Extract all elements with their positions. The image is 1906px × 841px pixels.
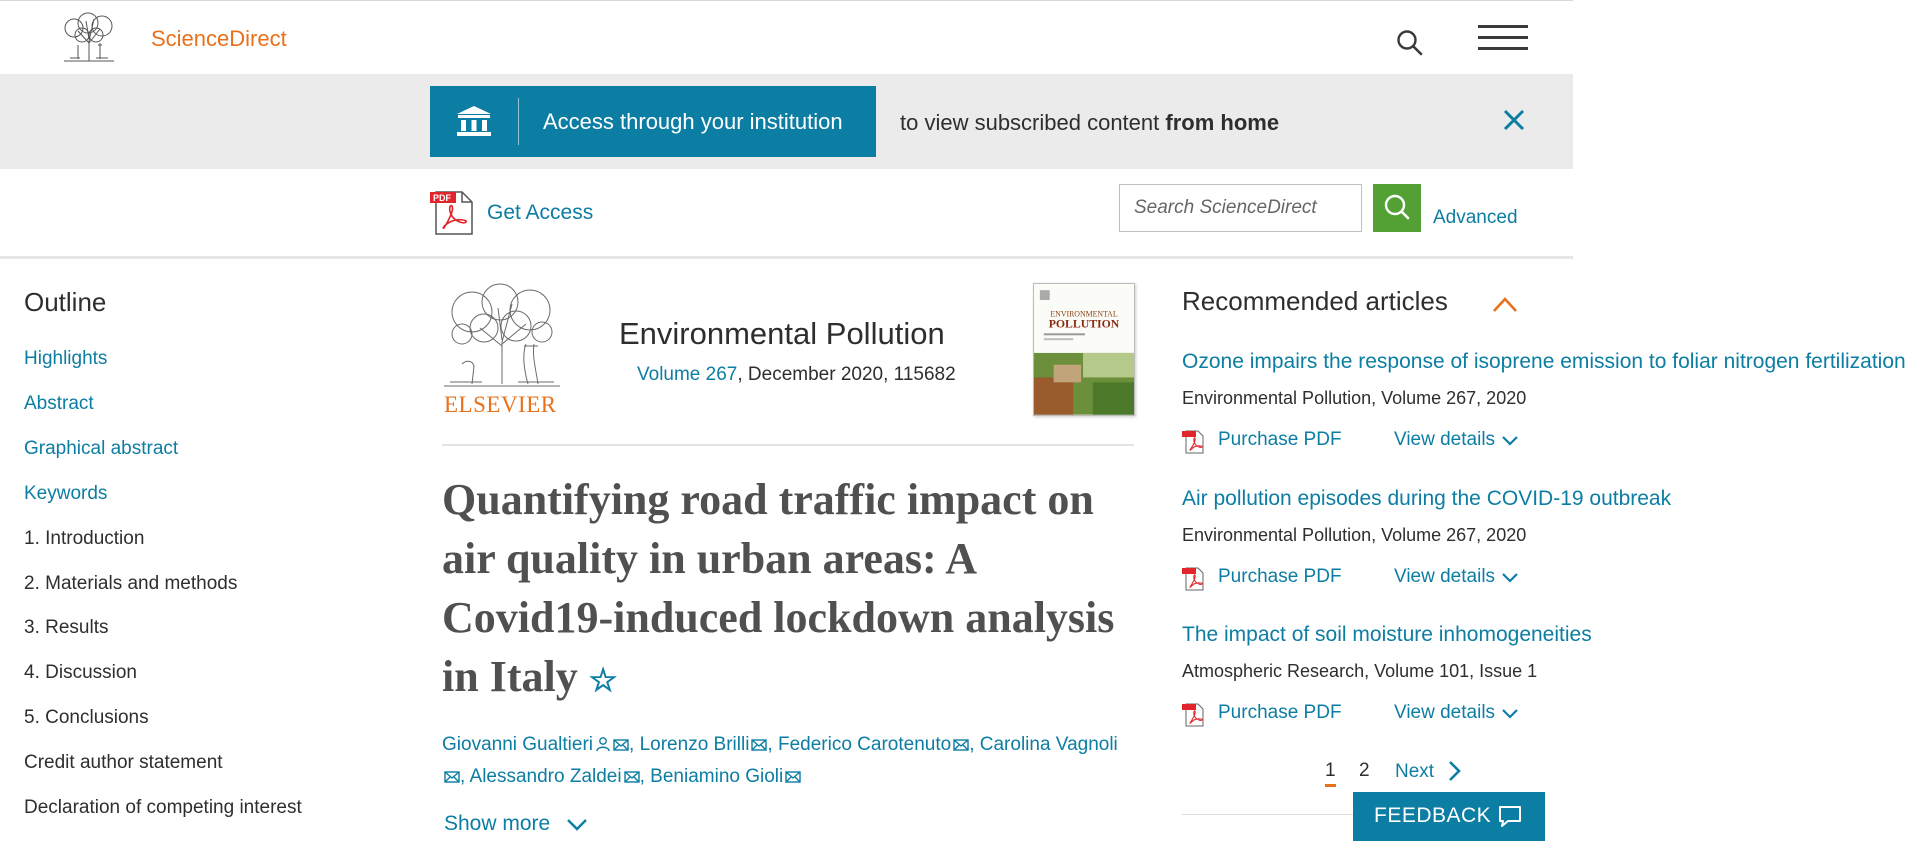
search-submit-button[interactable]: [1373, 184, 1421, 232]
cover-title-line-2: POLLUTION: [1048, 317, 1120, 331]
article-title: [442, 470, 1142, 710]
author-separator: ,: [629, 734, 640, 755]
recommended-articles-heading: Recommended articles: [1182, 286, 1448, 316]
pdf-icon: [1182, 701, 1206, 727]
institution-button-label: Access through your institution: [543, 109, 843, 134]
journal-issue-info: [637, 364, 956, 386]
pagination-page-1[interactable]: 1: [1325, 760, 1336, 787]
purchase-pdf-link[interactable]: Purchase PDF: [1218, 565, 1342, 587]
recommended-article-title-link[interactable]: Air pollution episodes during the COVID-19 outbreak: [1182, 486, 1672, 510]
chevron-down-icon: [566, 818, 588, 832]
recommended-article-title-link[interactable]: Ozone impairs the response of isoprene emission to foliar nitrogen fertilization: [1182, 350, 1906, 373]
author-name-link[interactable]: Giovanni Gualtieri: [442, 734, 594, 755]
search-icon: [1373, 184, 1421, 232]
pdf-icon: [1182, 428, 1206, 454]
journal-cover-image[interactable]: [1033, 283, 1135, 416]
journal-date-id: , December 2020, 115682: [737, 364, 956, 385]
chevron-down-icon: [1501, 572, 1519, 584]
advanced-search-link[interactable]: Advanced: [1433, 207, 1518, 228]
close-icon[interactable]: [1501, 107, 1527, 133]
author-separator: ,: [969, 734, 980, 755]
svg-text:PDF: PDF: [433, 193, 451, 203]
view-details-label: View details: [1394, 429, 1496, 450]
speech-bubble-icon: [1497, 804, 1523, 828]
outline-item[interactable]: 3. Results: [24, 617, 109, 639]
journal-cover-illustration: [1034, 284, 1134, 415]
banner-message-bold: from home: [1165, 110, 1280, 135]
author-entry: [640, 734, 768, 755]
author-name-link[interactable]: Alessandro Zaldei: [469, 766, 622, 787]
outline-item[interactable]: Abstract: [24, 392, 94, 414]
show-more-authors-button[interactable]: [444, 812, 588, 836]
author-name-link[interactable]: Lorenzo Brilli: [639, 734, 750, 755]
author-entry: [650, 766, 801, 787]
email-icon[interactable]: [953, 738, 969, 752]
hamburger-menu-icon[interactable]: [1478, 25, 1528, 53]
pagination-page-2[interactable]: 2: [1359, 760, 1370, 781]
chevron-down-icon: [1501, 435, 1519, 447]
institution-banner: [0, 74, 1573, 169]
pagination-next-label: Next: [1395, 761, 1435, 782]
view-details-toggle[interactable]: [1394, 702, 1519, 724]
author-separator: ,: [767, 734, 778, 755]
access-through-institution-button[interactable]: [430, 86, 876, 157]
outline-item[interactable]: Graphical abstract: [24, 437, 179, 459]
access-search-bar: [0, 169, 1573, 259]
view-details-toggle[interactable]: [1394, 566, 1519, 588]
show-more-label: Show more: [444, 812, 551, 835]
outline-item[interactable]: 4. Discussion: [24, 662, 137, 684]
feedback-label: FEEDBACK: [1374, 804, 1492, 827]
site-header: [0, 0, 1573, 74]
outline-heading: Outline: [24, 287, 107, 317]
banner-message-text: to view subscribed content: [900, 110, 1166, 135]
email-icon[interactable]: [624, 770, 640, 784]
author-entry: [470, 766, 640, 787]
banner-message: [900, 110, 1279, 136]
article-title-text: Quantifying road traffic impact on air quality in urban areas: A Covid19-induced lockdown analysis in Italy: [442, 475, 1115, 701]
view-details-toggle[interactable]: [1394, 429, 1519, 451]
purchase-pdf-link[interactable]: Purchase PDF: [1218, 702, 1342, 723]
outline-item[interactable]: 5. Conclusions: [24, 707, 149, 729]
cover-title-line-1: ENVIRONMENTAL: [1050, 309, 1118, 319]
author-entry: [778, 734, 969, 755]
email-icon[interactable]: [751, 738, 767, 752]
search-icon[interactable]: [1396, 29, 1424, 57]
author-name-link[interactable]: Beniamino Gioli: [650, 766, 784, 787]
email-icon[interactable]: [785, 770, 801, 784]
elsevier-tree-logo-icon[interactable]: [442, 284, 562, 392]
author-name-link[interactable]: Carolina Vagnoli: [979, 734, 1118, 755]
outline-item[interactable]: Keywords: [24, 482, 108, 504]
author-separator: ,: [639, 766, 651, 787]
author-entry: [442, 734, 629, 755]
recommended-article-source: Environmental Pollution, Volume 267, 2020: [1182, 388, 1527, 408]
recommended-article-source: Atmospheric Research, Volume 101, Issue 1: [1182, 661, 1538, 681]
purchase-pdf-link[interactable]: Purchase PDF: [1218, 429, 1342, 450]
journal-volume-link[interactable]: Volume 267: [637, 364, 738, 385]
author-list: [442, 729, 1122, 793]
author-separator: ,: [460, 766, 470, 787]
feedback-button[interactable]: [1353, 792, 1545, 841]
chevron-up-icon[interactable]: [1492, 295, 1518, 313]
pagination-next-button[interactable]: [1395, 760, 1461, 783]
email-icon[interactable]: [613, 738, 629, 752]
pdf-icon: [1182, 565, 1206, 591]
institution-building-icon: [455, 104, 493, 138]
button-divider: [518, 98, 519, 145]
pdf-file-icon[interactable]: [428, 188, 476, 236]
get-access-link[interactable]: Get Access: [487, 201, 594, 224]
author-name-link[interactable]: Federico Carotenuto: [777, 734, 952, 755]
journal-title-link[interactable]: Environmental Pollution: [619, 316, 945, 351]
view-details-label: View details: [1394, 702, 1496, 723]
elsevier-wordmark: ELSEVIER: [444, 392, 557, 417]
chevron-right-icon: [1447, 760, 1461, 782]
chevron-down-icon: [1501, 708, 1519, 720]
outline-item[interactable]: Highlights: [24, 348, 108, 369]
outline-item[interactable]: Declaration of competing interest: [24, 797, 302, 818]
search-sciencedirect-input[interactable]: [1119, 184, 1362, 232]
elsevier-tree-logo-icon[interactable]: [60, 13, 118, 63]
outline-item[interactable]: Credit author statement: [24, 752, 223, 774]
outline-item[interactable]: 2. Materials and methods: [24, 572, 238, 594]
sciencedirect-brand-link[interactable]: ScienceDirect: [151, 26, 287, 51]
email-icon[interactable]: [444, 770, 460, 784]
recommended-article-source: Environmental Pollution, Volume 267, 2020: [1182, 524, 1527, 545]
view-details-label: View details: [1394, 565, 1496, 587]
recommended-article-title-link[interactable]: The impact of soil moisture inhomogeneities: [1182, 623, 1592, 646]
person-icon[interactable]: [595, 736, 611, 752]
journal-divider: [442, 444, 1134, 446]
outline-item[interactable]: 1. Introduction: [24, 527, 145, 549]
star-icon[interactable]: ☆: [588, 662, 618, 698]
